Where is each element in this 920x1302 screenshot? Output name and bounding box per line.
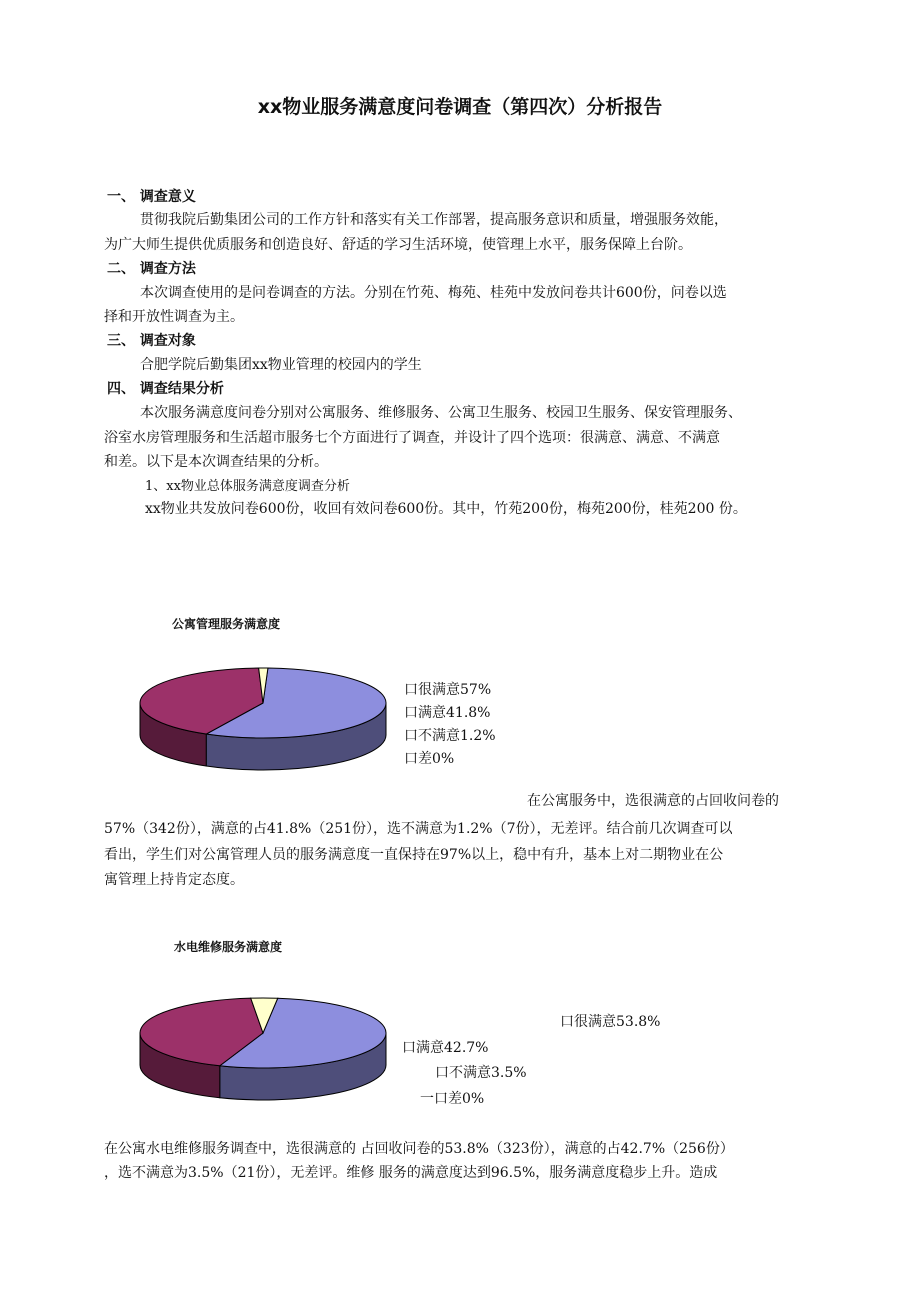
paragraph-line: 贯彻我院后勤集团公司的工作方针和落实有关工作部署，提高服务意识和质量，增强服务效能， (140, 212, 728, 228)
legend-item: 口很满意57% (404, 682, 492, 698)
paragraph-line: 在公寓服务中，选很满意的占回收问卷的 (527, 793, 779, 809)
subsection-heading: 1、xx物业总体服务满意度调查分析 (145, 479, 350, 494)
paragraph-line: 本次调查使用的是问卷调查的方法。分别在竹苑、梅苑、桂苑中发放问卷共计600份，问卷以选 (140, 285, 727, 301)
chart-title: 公寓管理服务满意度 (172, 617, 281, 631)
legend-item: 一口差0% (420, 1091, 485, 1107)
paragraph-line: 寓管理上持肯定态度。 (104, 872, 244, 888)
paragraph-line: 看出，学生们对公寓管理人员的服务满意度一直保持在97%以上，稳中有升，基本上对二期物业在公 (104, 847, 724, 863)
paragraph-line: 为广大师生提供优质服务和创造良好、舒适的学习生活环境，使管理上水平，服务保障上台阶。 (104, 237, 692, 253)
section-heading: 二、 调查方法 (107, 261, 196, 277)
paragraph-line: 合肥学院后勤集团xx物业管理的校园内的学生 (140, 357, 422, 373)
chart-title: 水电维修服务满意度 (174, 940, 283, 954)
paragraph-line: 57%（342份），满意的占41.8%（251份），选不满意为1.2%（7份），无差评。结合前几次调查可以 (104, 821, 733, 837)
section-heading: 四、 调查结果分析 (107, 381, 224, 397)
legend-item: 口不满意1.2% (404, 728, 496, 744)
paragraph-line: 浴室水房管理服务和生活超市服务七个方面进行了调查，并设计了四个选项：很满意、满意、不满意 (104, 430, 720, 446)
legend-item: 口满意41.8% (404, 705, 491, 721)
legend-item: 口满意42.7% (402, 1040, 489, 1056)
page-title: xx物业服务满意度问卷调查（第四次）分析报告 (257, 96, 663, 118)
legend-item: 口差0% (404, 751, 455, 767)
paragraph-line: xx物业共发放问卷600份，收回有效问卷600份。其中，竹苑200份，梅苑200份，桂苑200 份。 (145, 501, 747, 517)
pie-chart (130, 990, 400, 1110)
section-heading: 一、 调查意义 (107, 189, 196, 205)
pie-chart (130, 660, 400, 780)
legend-item: 口不满意3.5% (435, 1065, 527, 1081)
paragraph-line: 在公寓水电维修服务调查中，选很满意的 占回收问卷的53.8%（323份），满意的占42.7%（256份） (104, 1141, 734, 1157)
paragraph-line: 和差。以下是本次调查结果的分析。 (104, 454, 328, 470)
paragraph-line: ，选不满意为3.5%（21份），无差评。维修 服务的满意度达到96.5%，服务满意度稳步上升。造成 (104, 1165, 718, 1181)
legend-item: 口很满意53.8% (560, 1014, 661, 1030)
paragraph-line: 择和开放性调查为主。 (104, 309, 244, 325)
paragraph-line: 本次服务满意度问卷分别对公寓服务、维修服务、公寓卫生服务、校园卫生服务、保安管理服务、 (140, 405, 742, 421)
section-heading: 三、 调查对象 (107, 333, 196, 349)
